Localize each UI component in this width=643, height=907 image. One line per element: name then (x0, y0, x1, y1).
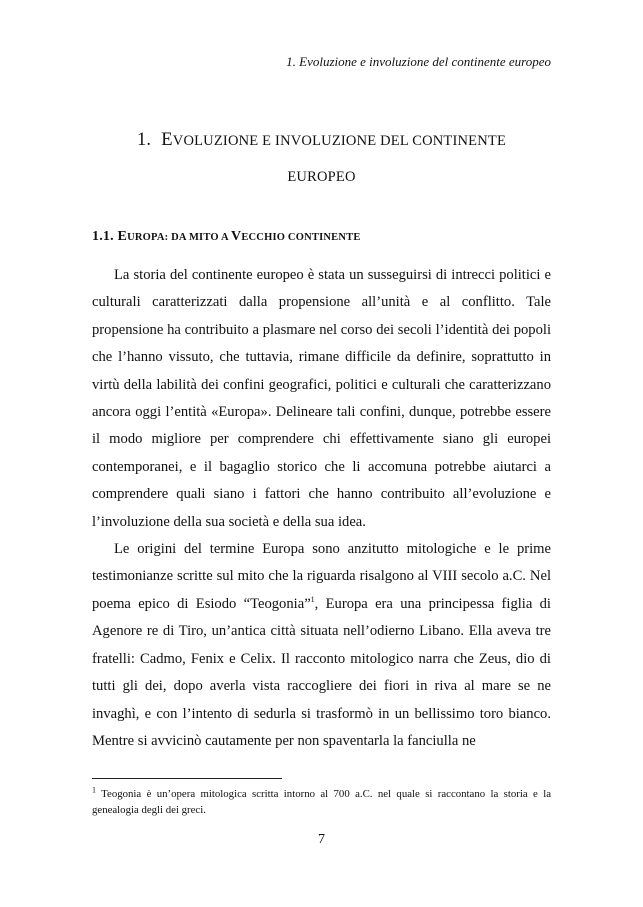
chapter-number: 1. (136, 130, 152, 150)
chapter-title-initial: E (161, 130, 173, 150)
body-text (92, 262, 551, 755)
footnote-text: Teogonia è un’opera mitologica scritta intorno al 700 a.C. nel quale si raccontano la storia e la genealogia degli dei greci. (92, 788, 551, 816)
section-part-2: ECCHIO CONTINENTE (241, 232, 361, 243)
paragraph-1: La storia del continente europeo è stata un susseguirsi di intrecci politici e culturali caratterizzati dalla propensione all’unità e al conflitto. Tale propensione ha contribuito a plasmare nel corso dei secoli l’identità dei popoli che l’hanno vissuto, che tuttavia, rimane difficile da definire, soprattutto in virtù della labilità dei confini geografici, politici e culturali che caratterizzano ancora oggi l’entità «Europa». Delineare tali confini, dunque, potrebbe essere il modo migliore per comprendere chi effettivamente siano gli europei contemporanei, e il bagaglio storico che li accomuna potrebbe aiutarci a comprendere quali siano i fattori che hanno contribuito all’evoluzione e l’involuzione della sua società e della sua idea. (92, 267, 551, 530)
section-title (92, 229, 361, 245)
chapter-title-rest: VOLUZIONE E INVOLUZIONE DEL CONTINENTE (172, 133, 507, 149)
chapter-title (92, 122, 551, 195)
page-number: 7 (318, 832, 325, 847)
footnote-number: 1 (92, 785, 96, 795)
section-initial-v: V (231, 229, 242, 244)
chapter-title-line-1 (92, 122, 551, 159)
section-part-1: UROPA: DA MITO A (127, 232, 231, 243)
footnote (92, 786, 551, 818)
paragraph-2-part-a: Le origini del termine Europa sono anzitutto mitologiche e le prime testimonianze scritte sul mito che la riguarda risalgono al VIII secolo a.C. Nel poema epico di Esiodo “Teogonia” (92, 541, 551, 612)
footnote-divider (92, 778, 282, 779)
running-header: 1. Evoluzione e involuzione del continente europeo (286, 54, 551, 69)
chapter-title-line-2: EUROPEO (287, 169, 356, 185)
paragraph-2-part-b: , Europa era una principessa figlia di Agenore re di Tiro, un’antica città situata nell’odierno Libano. Ella aveva tre fratelli: Cadmo, Fenix e Celix. Il racconto mitologico narra che Zeus, dio di tutti gli dei, dopo averla vista raccogliere dei fiori in riva al mare se ne invaghì, e con l’intento di sedurla si trasformò in un bellissimo toro bianco. Mentre si avvicinò cautamente per non spaventarla la fanciulla ne (92, 595, 551, 749)
section-initial-e: E (117, 229, 128, 244)
section-number: 1.1. (92, 229, 114, 244)
footnote-reference[interactable]: 1 (310, 595, 315, 605)
paragraph-2 (92, 536, 551, 755)
